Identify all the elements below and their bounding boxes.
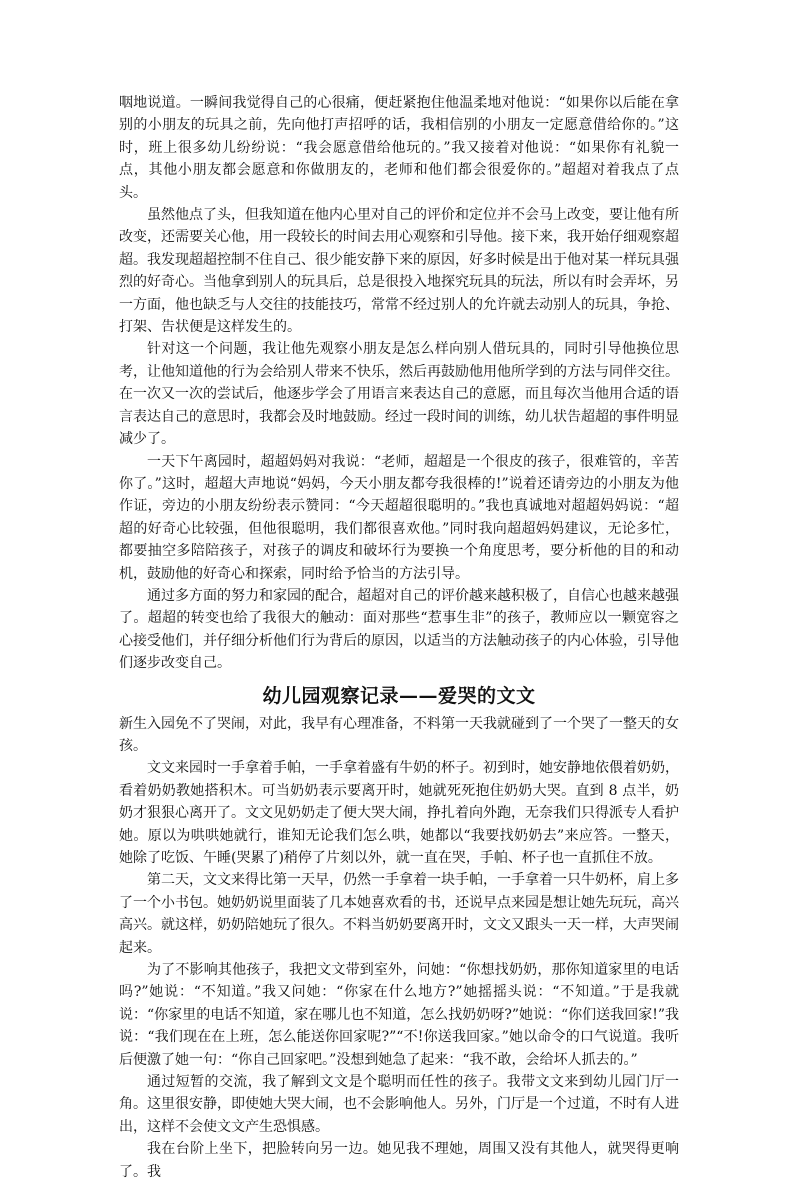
paragraph: 第二天，文文来得比第一天早，仍然一手拿着一块手帕，一手拿着一只牛奶杯，肩上多了一个小书包。她奶奶说里面装了几本她喜欢看的书，还说早点来园是想让她先玩玩，高兴高兴。就这样，奶奶陪她玩了很久。不料当奶奶要离开时，文文又跟头一天一样，大声哭闹起来。 [119, 872, 679, 956]
paragraph: 文文来园时一手拿着手帕，一手拿着盛有牛奶的杯子。初到时，她安静地依偎着奶奶，看着奶奶教她搭积木。可当奶奶表示要离开时，她就死死抱住奶奶大哭。直到 8 点半，奶奶才狠狠心离开了。文文见奶奶走了便大哭大闹，挣扎着向外跑，无奈我们只得派专人看护她。原以为哄哄她就行，谁知无论我们怎么哄，她都以“我要找奶奶去”来应答。一整天，她除了吃饭、午睡(哭累了)稍停了片刻以外，就一直在哭，手帕、杯子也一直抓住不放。 [119, 760, 679, 866]
paragraph: 我在台阶上坐下，把脸转向另一边。她见我不理她，周围又没有其他人，就哭得更响了。我 [119, 1141, 679, 1180]
paragraph: 针对这一个问题，我让他先观察小朋友是怎么样向别人借玩具的，同时引导他换位思考，让他知道他的行为会给别人带来不快乐，然后再鼓励他用他所学到的方法与同伴交往。在一次又一次的尝试后，他逐步学会了用语言来表达自己的意愿，而且每次当他用合适的语言表达自己的意思时，我都会及时地鼓励。经过一段时间的训练，幼儿状告超超的事件明显减少了。 [119, 341, 679, 448]
paragraph: 通过多方面的努力和家园的配合，超超对自己的评价越来越积极了，自信心也越来越强了。超超的转变也给了我很大的触动：面对那些“惹事生非”的孩子，教师应以一颗宽容之心接受他们，并仔细分析他们行为背后的原因，以适当的方法触动孩子的内心体验，引导他们逐步改变自己。 [119, 587, 679, 672]
paragraph: 通过短暂的交流，我了解到文文是个聪明而任性的孩子。我带文文来到幼儿园门厅一角。这里很安静，即使她大哭大闹，也不会影响他人。另外，门厅是一个过道，不时有人进出，这样不会使文文产生恐惧感。 [119, 1074, 679, 1135]
document-body [119, 92, 679, 1183]
paragraph: 咽地说道。一瞬间我觉得自己的心很痛，便赶紧抱住他温柔地对他说：“如果你以后能在拿别的小朋友的玩具之前，先向他打声招呼的话，我相信别的小朋友一定愿意借给你的。”这时，班上很多幼儿纷纷说：“我会愿意借给他玩的。”我又接着对他说：“如果你有礼貌一点，其他小朋友都会愿意和你做朋友的，老师和他们都会很爱你的。”超超对着我点了点头。 [119, 95, 679, 201]
paragraph: 虽然他点了头，但我知道在他内心里对自己的评价和定位并不会马上改变，要让他有所改变，还需要关心他，用一段较长的时间去用心观察和引导他。接下来，我开始仔细观察超超。我发现超超控制不住自己、很少能安静下来的原因，好多时候是出于他对某一样玩具强烈的好奇心。当他拿到别人的玩具后，总是很投入地探究玩具的玩法，所以有时会弄坏，另一方面，他也缺乏与人交往的技能技巧，常常不经过别人的允许就去动别人的玩具，争抢、打架、告状便是这样发生的。 [119, 207, 679, 336]
paragraph: 为了不影响其他孩子，我把文文带到室外，问她：“你想找奶奶，那你知道家里的电话吗?”她说：“不知道。”我又问她：“你家在什么地方?”她摇摇头说：“不知道。”于是我就说：“你家里的电话不知道，家在哪儿也不知道，怎么找奶奶呀?”她说：“你们送我回家!”我说：“我们现在在上班，怎么能送你回家呢?”“不!你送我回家。”她以命令的口气说道。我听后便激了她一句：“你自己回家吧。”没想到她急了起来：“我不敢，会给坏人抓去的。” [119, 962, 679, 1068]
paragraph: 一天下午离园时，超超妈妈对我说：“老师，超超是一个很皮的孩子，很难管的，辛苦你了。”这时，超超大声地说“妈妈，今天小朋友都夸我很棒的!”说着还请旁边的小朋友为他作证，旁边的小朋友纷纷表示赞同：“今天超超很聪明的。”我也真诚地对超超妈妈说：“超超的好奇心比较强，但他很聪明，我们都很喜欢他。”同时我向超超妈妈建议，无论多忙，都要抽空多陪陪孩子，对孩子的调皮和破坏行为要换一个角度思考，要分析他的目的和动机，鼓励他的好奇心和探索，同时给予恰当的方法引导。 [119, 453, 679, 582]
paragraph: 新生入园免不了哭闹，对此，我早有心理准备，不料第一天我就碰到了一个哭了一整天的女孩。 [119, 715, 679, 754]
section-title: 幼儿园观察记录——爱哭的文文 [262, 684, 536, 707]
